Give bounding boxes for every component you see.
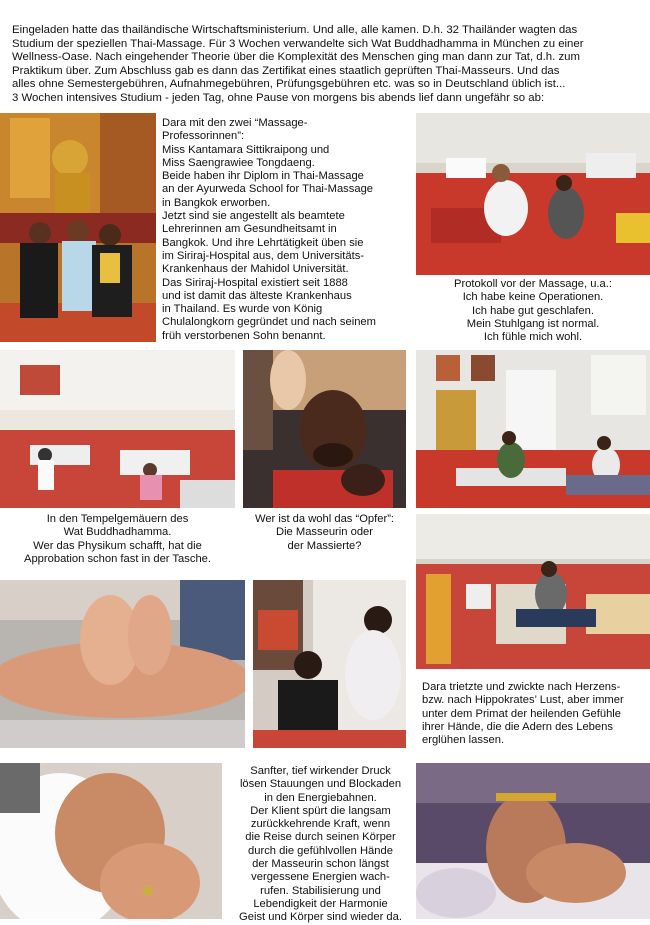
- photo-hands-bracelet: [416, 763, 650, 919]
- photo-large-massage-room: [416, 514, 650, 669]
- opfer-caption: Wer ist da wohl das “Opfer”: Die Masseurin oder der Massierte?: [254, 513, 395, 552]
- photo-leg-massage: [0, 580, 245, 748]
- druck-caption: Sanfter, tief wirkender Druck lösen Stauungen und Blockaden in den Energiebahnen. Der Klient spürt die langsam zurückkehrende Kraft, wenn die Reise durch seinen Körper durch die gefühlvollen Hände der Masseurin schon längst vergessene Energien wach- rufen. Stabilisierung und Lebendigkeit der Harmonie Geist und Körper sind wieder da.: [239, 765, 402, 924]
- photo-massage-class: [416, 113, 650, 275]
- photo-hands-on-back: [0, 763, 222, 919]
- photo-temple-room: [0, 350, 235, 508]
- dara-teachers-caption: Dara mit den zwei “Massage- Professorinnen”: Miss Kantamara Sittikraipong und Miss Saengrawiee Tongdaeng. Beide haben ihr Diplom in Thai-Massage an der Ayurweda School for Thai-Massage in Bangkok erworben. Jetzt sind sie angestellt als beamtete Lehrerinnen am Gesundheitsamt in Bangkok. Und ihre Lehrtätigkeit üben sie im Siriraj-Hospital aus, dem Universitäts- Krankenhaus der Mahidol Universität. Das Siriraj-Hospital existiert seit 1888 und ist damit das älteste Krankenhaus in Thailand. Es wurde von König Chulalongkorn gegründet und nach seinem früh verstorbenen Sohn benannt.: [162, 117, 376, 342]
- intro-paragraph: Eingeladen hatte das thailändische Wirtschaftsministerium. Und alle, alle kamen. D.h. 32 Thailänder wagten das Studium der speziellen Thai-Massage. Für 3 Wochen verwandelte sich Wat Buddhadhamma in München zu einer Wellness-Oase. Nach eingehender Theorie über die Komplexität des Menschen ging man dann zur Tat, d.h. zum Praktikum über. Zum Abschluss gab es dann das Zertifikat eines staatlich geprüften Thai-Masseurs. Und das alles ohne Semestergebühren, Aufnahmegebühren, Prüfungsgebühren etc. was so in Deutschland üblich ist... 3 Wochen intensives Studium - jeden Tag, ohne Pause von morgens bis abends lief dann ungefähr so ab:: [12, 24, 584, 104]
- protokoll-caption: Protokoll vor der Massage, u.a.: Ich habe keine Operationen. Ich habe gut geschlafen. Mein Stuhlgang ist normal. Ich fühle mich wohl.: [454, 278, 612, 344]
- dara-herzens-caption: Dara trietzte und zwickte nach Herzens- bzw. nach Hippokrates’ Lust, aber immer unter dem Primat der heilenden Gefühle ihrer Hände, die die Adern des Lebens erglühen lassen.: [422, 681, 624, 747]
- photo-massage-room-altar: [416, 350, 650, 508]
- photo-dara-with-teachers: [0, 113, 156, 342]
- photo-woman-massaging: [253, 580, 406, 748]
- photo-massaged-man: [243, 350, 406, 508]
- tempel-caption: In den Tempelgemäuern des Wat Buddhadhamma. Wer das Physikum schafft, hat die Approbation schon fast in der Tasche.: [24, 513, 211, 565]
